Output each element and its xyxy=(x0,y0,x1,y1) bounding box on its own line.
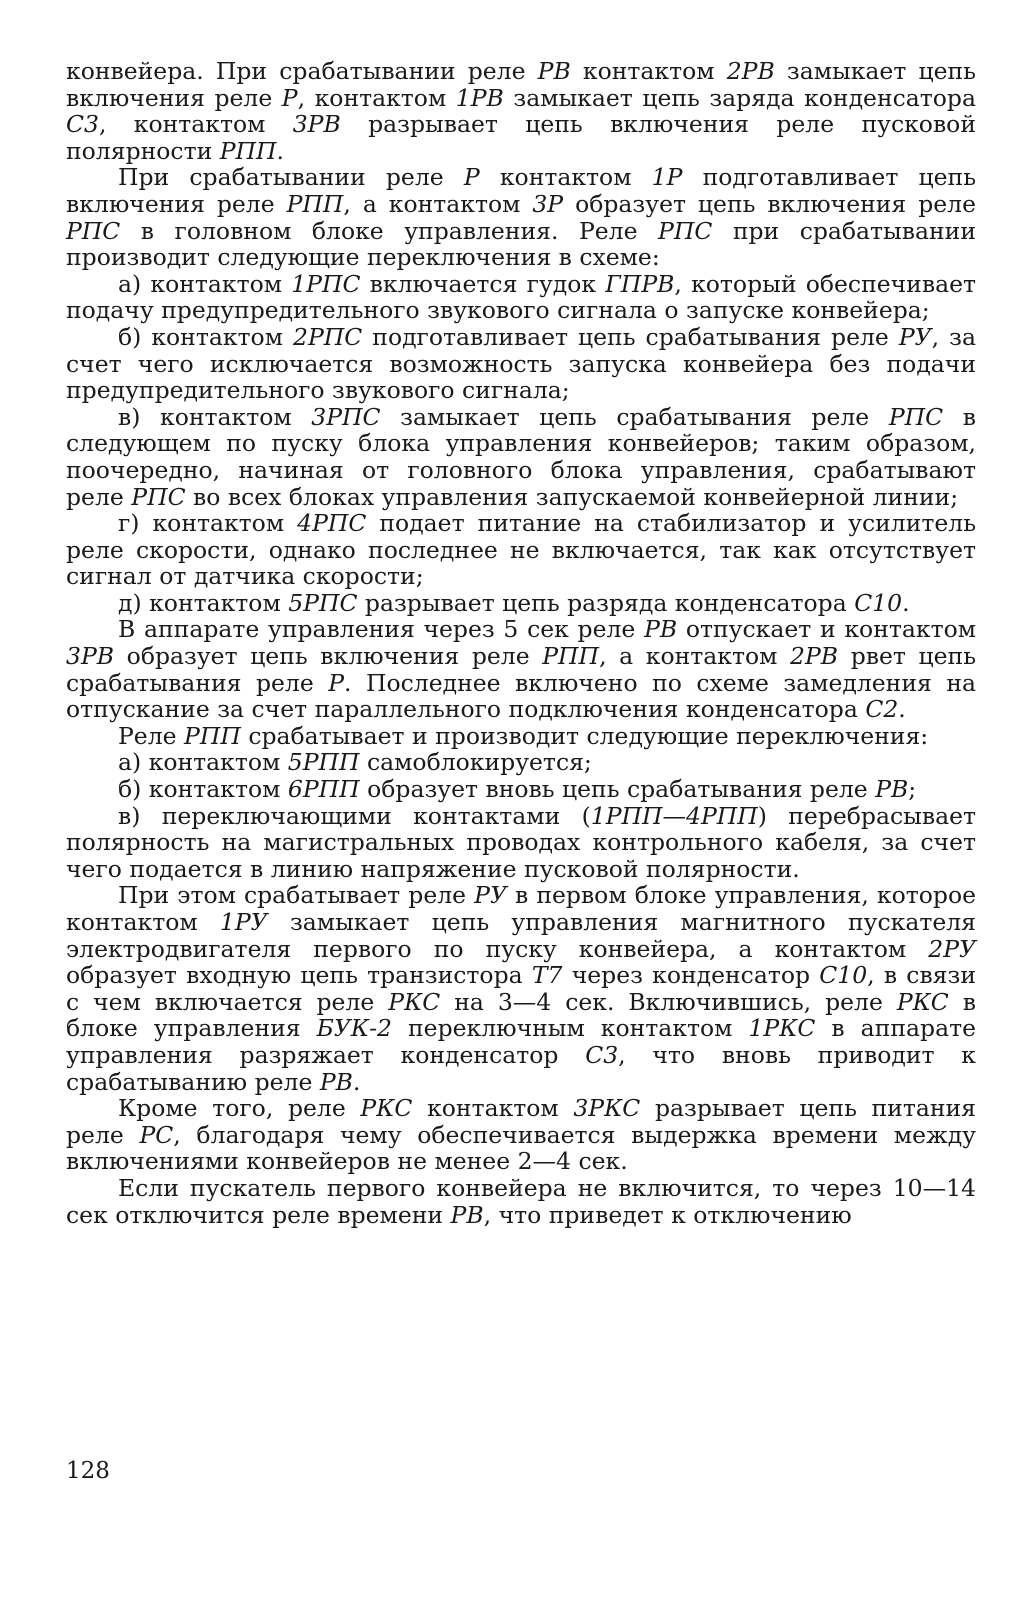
paragraph: Если пускатель первого конвейера не включится, то через 10—14 сек отключится реле времени РВ, что приведет к отключению xyxy=(66,1173,976,1229)
paragraph: Реле РПП срабатывает и производит следующие переключения: xyxy=(118,721,929,750)
paragraph: В аппарате управления через 5 сек реле РВ отпускает и контактом 3РВ образует цепь включения реле РПП, а контактом 2РВ рвет цепь срабатывания реле Р. Последнее включено по схеме замедления на отпускание за счет параллельного подключения конденсатора С2. xyxy=(66,615,977,724)
page-body xyxy=(66,58,976,1228)
paragraph: б) контактом 6РПП образует вновь цепь срабатывания реле РВ; xyxy=(118,775,917,804)
paragraph: д) контактом 5РПС разрывает цепь разряда конденсатора С10. xyxy=(118,588,910,617)
paragraph: а) контактом 1РПС включается гудок ГПРВ, который обеспечивает подачу предупредительного звукового сигнала о запуске конвейера; xyxy=(66,269,976,325)
paragraph: г) контактом 4РПС подает питание на стабилизатор и усилитель реле скорости, однако последнее не включается, так как отсутствует сигнал от датчика скорости; xyxy=(66,509,976,591)
paragraph: При этом срабатывает реле РУ в первом блоке управления, которое контактом 1РУ замыкает цепь управления магнитного пускателя электродвигателя первого по пуску конвейера, а контактом 2РУ образует входную цепь транзистора Т7 через конденсатор С10, в связи с чем включается реле РКС на 3—4 сек. Включившись, реле РКС в блоке управления БУК-2 переключным контактом 1РКС в аппарате управления разряжает конденсатор С3, что вновь приводит к срабатыванию реле РВ. xyxy=(66,881,976,1096)
paragraph: а) контактом 5РПП самоблокируется; xyxy=(118,748,592,777)
paragraph: в) переключающими контактами (1РПП—4РПП) перебрасывает полярность на магистральных проводах контрольного кабеля, за счет чего подается в линию напряжение пусковой полярности. xyxy=(66,801,976,883)
paragraph: конвейера. При срабатывании реле РВ контактом 2РВ замыкает цепь включения реле Р, контактом 1РВ замыкает цепь заряда конденсатора С3, контактом 3РВ разрывает цепь включения реле пусковой полярности РПП. xyxy=(66,57,976,165)
paragraph: При срабатывании реле Р контактом 1Р подготавливает цепь включения реле РПП, а контактом 3Р образует цепь включения реле РПС в головном блоке управления. Реле РПС при срабатывании производит следующие переключения в схеме: xyxy=(66,163,977,272)
page-number: 128 xyxy=(66,1458,110,1484)
paragraph: Кроме того, реле РКС контактом 3РКС разрывает цепь питания реле РС, благодаря чему обеспечивается выдержка времени между включениями конвейеров не менее 2—4 сек. xyxy=(66,1094,977,1176)
paragraph: в) контактом 3РПС замыкает цепь срабатывания реле РПС в следующем по пуску блока управления конвейеров; таким образом, поочередно, начиная от головного блока управления, срабатывают реле РПС во всех блоках управления запускаемой конвейерной линии; xyxy=(66,402,977,511)
paragraph: б) контактом 2РПС подготавливает цепь срабатывания реле РУ, за счет чего исключается возможность запуска конвейера без подачи предупредительного звукового сигнала; xyxy=(66,322,976,405)
